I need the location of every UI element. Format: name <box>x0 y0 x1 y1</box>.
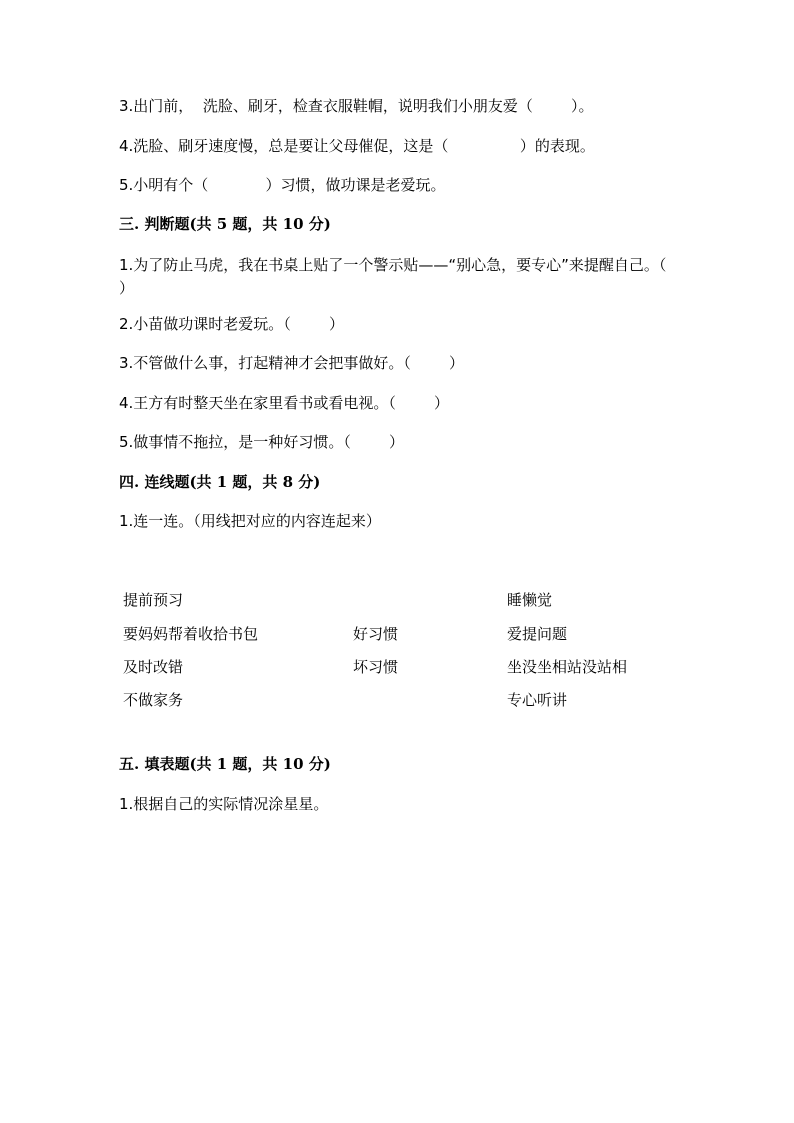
matching-right-item: 爱提问题 <box>507 625 568 643</box>
table-question: 1.根据自己的实际情况涂星星。 <box>119 795 329 813</box>
matching-question: 1.连一连。（用线把对应的内容连起来） <box>119 512 381 530</box>
fill-in-question-5: 5.小明有个（ ）习惯，做功课是老爱玩。 <box>119 176 446 194</box>
matching-middle-item: 坏习惯 <box>353 658 399 676</box>
matching-left-item: 及时改错 <box>123 658 184 676</box>
matching-right-item: 专心听讲 <box>507 691 568 709</box>
section-heading-table: 五. 填表题(共 1 题，共 10 分) <box>119 755 331 773</box>
matching-right-item: 坐没坐相站没站相 <box>507 658 628 676</box>
judge-question-1: 1.为了防止马虎，我在书桌上贴了一个警示贴——“别心急，要专心”来提醒自己。（ ） <box>119 256 667 297</box>
matching-middle-item: 好习惯 <box>353 625 399 643</box>
section-heading-judge: 三. 判断题(共 5 题，共 10 分) <box>119 215 331 233</box>
judge-question-4: 4.王方有时整天坐在家里看书或看电视。（ ） <box>119 394 449 412</box>
section-heading-matching: 四. 连线题(共 1 题，共 8 分) <box>119 473 321 491</box>
judge-question-5: 5.做事情不拖拉，是一种好习惯。（ ） <box>119 433 404 451</box>
matching-right-item: 睡懒觉 <box>507 591 553 609</box>
judge-question-3: 3.不管做什么事，打起精神才会把事做好。（ ） <box>119 354 464 372</box>
matching-left-item: 要妈妈帮着收拾书包 <box>123 625 259 643</box>
matching-left-item: 提前预习 <box>123 591 184 609</box>
fill-in-question-4: 4.洗脸、刷牙速度慢，总是要让父母催促，这是（ ）的表现。 <box>119 137 595 155</box>
judge-question-2: 2.小苗做功课时老爱玩。（ ） <box>119 315 344 333</box>
fill-in-question-3: 3.出门前， 洗脸、刷牙，检查衣服鞋帽，说明我们小朋友爱（ ）。 <box>119 97 594 115</box>
matching-left-item: 不做家务 <box>123 691 184 709</box>
